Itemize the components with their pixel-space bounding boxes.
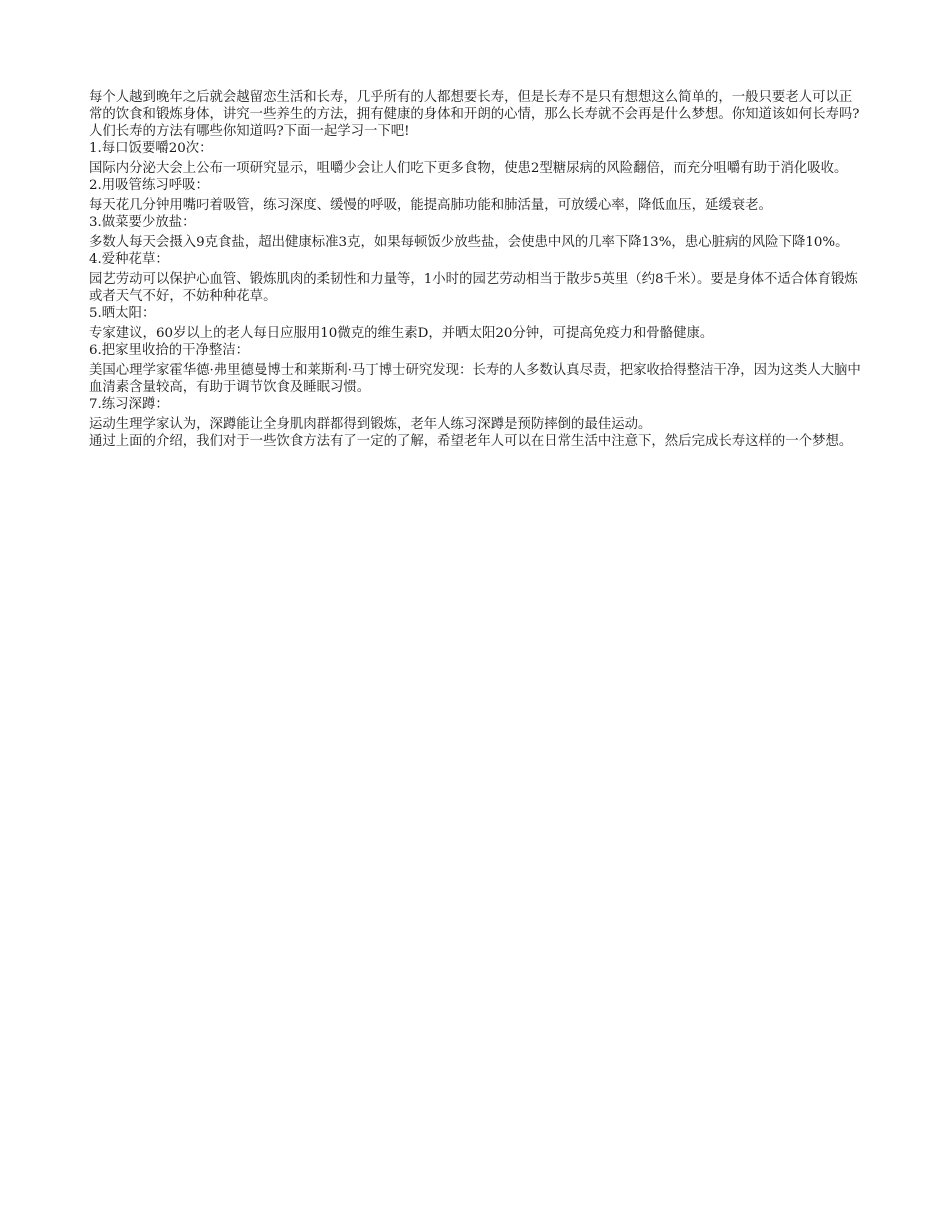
conclusion-paragraph: 通过上面的介绍，我们对于一些饮食方法有了一定的了解，希望老年人可以在日常生活中注意下，然后完成长寿这样的一个梦想。 xyxy=(89,434,853,449)
section-body: 多数人每天会摄入9克食盐，超出健康标准3克，如果每顿饭少放些盐，会使患中风的几率下降13%，患心脏病的风险下降10%。 xyxy=(89,235,849,250)
section-chew xyxy=(89,140,864,177)
section-heading: 6.把家里收拾的干净整洁： xyxy=(89,343,250,358)
section-tidy-home xyxy=(89,342,864,396)
section-heading: 1.每口饭要嚼20次： xyxy=(89,141,213,156)
section-gardening xyxy=(89,251,864,305)
section-body: 美国心理学家霍华德·弗里德曼博士和莱斯利·马丁博士研究发现：长寿的人多数认真尽责，把家收拾得整洁干净，因为这类人大脑中血清素含量较高，有助于调节饮食及睡眠习惯。 xyxy=(89,363,861,395)
document-page xyxy=(89,89,864,450)
intro-paragraph: 每个人越到晚年之后就会越留恋生活和长寿，几乎所有的人都想要长寿，但是长寿不是只有想想这么简单的，一般只要老人可以正常的饮食和锻炼身体，讲究一些养生的方法，拥有健康的身体和开朗的心情，那么长寿就不会再是什么梦想。你知道该如何长寿吗?人们长寿的方法有哪些你知道吗?下面一起学习一下吧! xyxy=(89,90,860,139)
section-straw-breathing xyxy=(89,177,864,214)
section-body: 运动生理学家认为，深蹲能让全身肌肉群都得到锻炼，老年人练习深蹲是预防摔倒的最佳运动。 xyxy=(89,417,652,432)
section-sunbathing xyxy=(89,305,864,342)
section-squats xyxy=(89,396,864,433)
section-heading: 3.做菜要少放盐： xyxy=(89,215,196,230)
section-heading: 7.练习深蹲： xyxy=(89,397,169,412)
section-body: 专家建议，60岁以上的老人每日应服用10微克的维生素D，并晒太阳20分钟，可提高免疫力和骨骼健康。 xyxy=(89,326,714,341)
section-less-salt xyxy=(89,214,864,251)
section-heading: 2.用吸管练习呼吸： xyxy=(89,178,209,193)
section-heading: 5.晒太阳： xyxy=(89,306,156,321)
section-heading: 4.爱种花草： xyxy=(89,252,169,267)
section-body: 每天花几分钟用嘴叼着吸管，练习深度、缓慢的呼吸，能提高肺功能和肺活量，可放缓心率，降低血压，延缓衰老。 xyxy=(89,198,772,213)
section-body: 国际内分泌大会上公布一项研究显示，咀嚼少会让人们吃下更多食物，使患2型糖尿病的风险翻倍，而充分咀嚼有助于消化吸收。 xyxy=(89,161,848,176)
section-body: 园艺劳动可以保护心血管、锻炼肌肉的柔韧性和力量等，1小时的园艺劳动相当于散步5英里（约8千米）。要是身体不适合体育锻炼或者天气不好，不妨种种花草。 xyxy=(89,272,858,304)
